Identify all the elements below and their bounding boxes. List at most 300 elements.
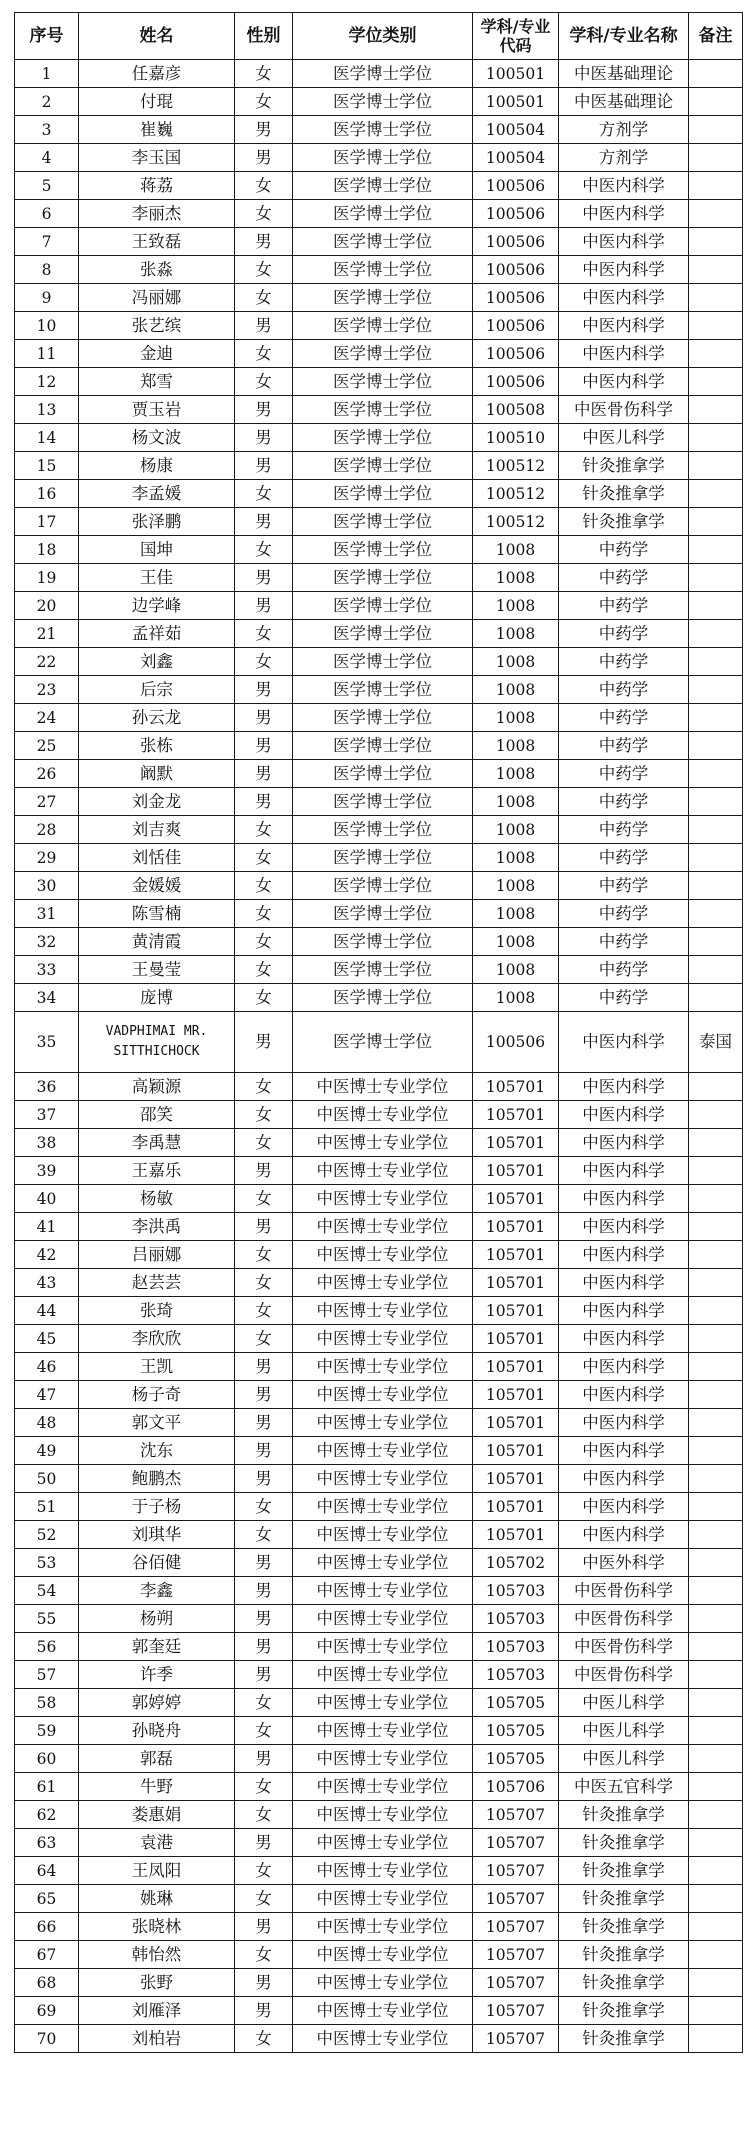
cell-index: 43 xyxy=(15,1269,79,1297)
cell-index: 22 xyxy=(15,648,79,676)
cell-subject-name: 中医内科学 xyxy=(559,256,689,284)
header-subject-code: 学科/专业代码 xyxy=(473,13,559,60)
cell-subject-code: 100504 xyxy=(473,116,559,144)
cell-subject-name: 针灸推拿学 xyxy=(559,1941,689,1969)
cell-index: 52 xyxy=(15,1521,79,1549)
cell-gender: 女 xyxy=(235,1493,293,1521)
cell-gender: 女 xyxy=(235,956,293,984)
cell-name: 刘柏岩 xyxy=(79,2025,235,2053)
cell-index: 60 xyxy=(15,1745,79,1773)
cell-remark xyxy=(689,396,743,424)
cell-gender: 男 xyxy=(235,564,293,592)
cell-gender: 男 xyxy=(235,1913,293,1941)
cell-gender: 男 xyxy=(235,1577,293,1605)
table-row xyxy=(15,368,743,396)
cell-degree-type: 医学博士学位 xyxy=(293,256,473,284)
cell-subject-code: 105701 xyxy=(473,1409,559,1437)
cell-subject-code: 105707 xyxy=(473,1801,559,1829)
cell-gender: 男 xyxy=(235,592,293,620)
cell-remark xyxy=(689,1969,743,1997)
cell-degree-type: 中医博士专业学位 xyxy=(293,1913,473,1941)
table-row xyxy=(15,1549,743,1577)
table-row xyxy=(15,480,743,508)
cell-name: 王凯 xyxy=(79,1353,235,1381)
cell-index: 40 xyxy=(15,1185,79,1213)
cell-subject-code: 105701 xyxy=(473,1269,559,1297)
table-row xyxy=(15,1745,743,1773)
cell-gender: 女 xyxy=(235,1241,293,1269)
cell-remark xyxy=(689,116,743,144)
cell-degree-type: 中医博士专业学位 xyxy=(293,1241,473,1269)
cell-degree-type: 医学博士学位 xyxy=(293,144,473,172)
cell-gender: 女 xyxy=(235,480,293,508)
cell-gender: 男 xyxy=(235,1605,293,1633)
cell-name: 李洪禹 xyxy=(79,1213,235,1241)
cell-remark xyxy=(689,480,743,508)
cell-subject-name: 中医骨伤科学 xyxy=(559,396,689,424)
cell-gender: 男 xyxy=(235,732,293,760)
header-row xyxy=(15,13,743,60)
cell-degree-type: 医学博士学位 xyxy=(293,284,473,312)
cell-degree-type: 中医博士专业学位 xyxy=(293,1773,473,1801)
cell-subject-code: 105707 xyxy=(473,1913,559,1941)
cell-remark xyxy=(689,2025,743,2053)
table-row xyxy=(15,1241,743,1269)
cell-name: 李禹慧 xyxy=(79,1129,235,1157)
cell-index: 1 xyxy=(15,60,79,88)
cell-subject-name: 中医内科学 xyxy=(559,228,689,256)
cell-subject-code: 1008 xyxy=(473,956,559,984)
cell-gender: 男 xyxy=(235,1381,293,1409)
table-row xyxy=(15,312,743,340)
cell-degree-type: 中医博士专业学位 xyxy=(293,1101,473,1129)
cell-index: 27 xyxy=(15,788,79,816)
cell-index: 10 xyxy=(15,312,79,340)
cell-subject-name: 中药学 xyxy=(559,760,689,788)
cell-degree-type: 中医博士专业学位 xyxy=(293,1745,473,1773)
cell-degree-type: 中医博士专业学位 xyxy=(293,1353,473,1381)
cell-degree-type: 中医博士专业学位 xyxy=(293,1409,473,1437)
cell-name: 杨子奇 xyxy=(79,1381,235,1409)
cell-name: 李鑫 xyxy=(79,1577,235,1605)
table-row xyxy=(15,1829,743,1857)
cell-subject-code: 1008 xyxy=(473,648,559,676)
cell-gender: 男 xyxy=(235,676,293,704)
cell-subject-code: 105705 xyxy=(473,1745,559,1773)
cell-subject-name: 中医骨伤科学 xyxy=(559,1605,689,1633)
table-row xyxy=(15,592,743,620)
cell-remark xyxy=(689,1269,743,1297)
cell-degree-type: 医学博士学位 xyxy=(293,312,473,340)
cell-subject-name: 中医内科学 xyxy=(559,340,689,368)
cell-index: 20 xyxy=(15,592,79,620)
cell-gender: 女 xyxy=(235,816,293,844)
cell-remark xyxy=(689,1689,743,1717)
cell-remark xyxy=(689,144,743,172)
cell-subject-code: 105705 xyxy=(473,1689,559,1717)
cell-subject-name: 针灸推拿学 xyxy=(559,480,689,508)
cell-remark xyxy=(689,1913,743,1941)
table-row xyxy=(15,452,743,480)
cell-index: 46 xyxy=(15,1353,79,1381)
table-row xyxy=(15,900,743,928)
cell-degree-type: 医学博士学位 xyxy=(293,452,473,480)
cell-subject-name: 中药学 xyxy=(559,956,689,984)
cell-remark: 泰国 xyxy=(689,1012,743,1073)
cell-remark xyxy=(689,536,743,564)
cell-subject-code: 100508 xyxy=(473,396,559,424)
cell-degree-type: 医学博士学位 xyxy=(293,872,473,900)
cell-subject-name: 中医内科学 xyxy=(559,1353,689,1381)
cell-name: 边学峰 xyxy=(79,592,235,620)
cell-gender: 男 xyxy=(235,1465,293,1493)
cell-remark xyxy=(689,928,743,956)
table-row xyxy=(15,620,743,648)
cell-degree-type: 医学博士学位 xyxy=(293,368,473,396)
cell-subject-code: 105707 xyxy=(473,1829,559,1857)
cell-index: 48 xyxy=(15,1409,79,1437)
cell-name: 张琦 xyxy=(79,1297,235,1325)
cell-subject-name: 中药学 xyxy=(559,704,689,732)
cell-degree-type: 中医博士专业学位 xyxy=(293,1549,473,1577)
cell-gender: 女 xyxy=(235,536,293,564)
cell-remark xyxy=(689,1101,743,1129)
header-subject-name: 学科/专业名称 xyxy=(559,13,689,60)
header-name: 姓名 xyxy=(79,13,235,60)
cell-remark xyxy=(689,872,743,900)
table-row xyxy=(15,1941,743,1969)
cell-subject-name: 中医内科学 xyxy=(559,1157,689,1185)
cell-gender: 女 xyxy=(235,1297,293,1325)
table-row xyxy=(15,676,743,704)
table-row xyxy=(15,816,743,844)
table-row xyxy=(15,1157,743,1185)
cell-subject-name: 针灸推拿学 xyxy=(559,1829,689,1857)
cell-name: 沈东 xyxy=(79,1437,235,1465)
table-row xyxy=(15,1185,743,1213)
cell-index: 45 xyxy=(15,1325,79,1353)
cell-name: 杨敏 xyxy=(79,1185,235,1213)
cell-degree-type: 中医博士专业学位 xyxy=(293,1213,473,1241)
cell-gender: 男 xyxy=(235,1829,293,1857)
cell-index: 26 xyxy=(15,760,79,788)
cell-index: 23 xyxy=(15,676,79,704)
table-row xyxy=(15,872,743,900)
cell-name: 刘吉爽 xyxy=(79,816,235,844)
cell-subject-name: 针灸推拿学 xyxy=(559,1969,689,1997)
table-row xyxy=(15,1913,743,1941)
cell-subject-name: 中医内科学 xyxy=(559,1409,689,1437)
cell-gender: 男 xyxy=(235,228,293,256)
cell-subject-code: 1008 xyxy=(473,928,559,956)
cell-subject-code: 100506 xyxy=(473,368,559,396)
cell-remark xyxy=(689,284,743,312)
cell-index: 56 xyxy=(15,1633,79,1661)
cell-subject-code: 105706 xyxy=(473,1773,559,1801)
cell-name: 郭婷婷 xyxy=(79,1689,235,1717)
cell-remark xyxy=(689,1465,743,1493)
cell-remark xyxy=(689,1073,743,1101)
cell-name: 黄清霞 xyxy=(79,928,235,956)
cell-index: 49 xyxy=(15,1437,79,1465)
cell-remark xyxy=(689,1185,743,1213)
cell-gender: 女 xyxy=(235,2025,293,2053)
cell-degree-type: 医学博士学位 xyxy=(293,536,473,564)
cell-index: 34 xyxy=(15,984,79,1012)
cell-name: 付琨 xyxy=(79,88,235,116)
table-row xyxy=(15,844,743,872)
cell-subject-name: 中医内科学 xyxy=(559,1129,689,1157)
cell-remark xyxy=(689,844,743,872)
cell-gender: 女 xyxy=(235,1073,293,1101)
cell-name: 张晓林 xyxy=(79,1913,235,1941)
cell-degree-type: 医学博士学位 xyxy=(293,340,473,368)
cell-gender: 女 xyxy=(235,844,293,872)
cell-degree-type: 医学博士学位 xyxy=(293,648,473,676)
table-row xyxy=(15,984,743,1012)
cell-degree-type: 中医博士专业学位 xyxy=(293,1857,473,1885)
cell-degree-type: 中医博士专业学位 xyxy=(293,1689,473,1717)
table-row xyxy=(15,1885,743,1913)
cell-index: 35 xyxy=(15,1012,79,1073)
cell-name: 国坤 xyxy=(79,536,235,564)
cell-subject-code: 1008 xyxy=(473,620,559,648)
cell-name: 刘金龙 xyxy=(79,788,235,816)
table-row xyxy=(15,200,743,228)
cell-degree-type: 医学博士学位 xyxy=(293,984,473,1012)
cell-remark xyxy=(689,704,743,732)
table-row xyxy=(15,340,743,368)
cell-gender: 男 xyxy=(235,312,293,340)
cell-name: 于子杨 xyxy=(79,1493,235,1521)
cell-degree-type: 中医博士专业学位 xyxy=(293,1269,473,1297)
cell-subject-code: 100506 xyxy=(473,228,559,256)
cell-subject-name: 中医内科学 xyxy=(559,1465,689,1493)
cell-subject-code: 1008 xyxy=(473,592,559,620)
cell-subject-name: 中医骨伤科学 xyxy=(559,1577,689,1605)
cell-gender: 男 xyxy=(235,1157,293,1185)
cell-gender: 男 xyxy=(235,1353,293,1381)
cell-degree-type: 医学博士学位 xyxy=(293,172,473,200)
cell-remark xyxy=(689,1353,743,1381)
cell-remark xyxy=(689,1717,743,1745)
table-row xyxy=(15,1605,743,1633)
cell-subject-code: 105701 xyxy=(473,1241,559,1269)
table-row xyxy=(15,536,743,564)
table-row xyxy=(15,1717,743,1745)
cell-subject-code: 1008 xyxy=(473,816,559,844)
cell-name: 邵笑 xyxy=(79,1101,235,1129)
cell-index: 19 xyxy=(15,564,79,592)
cell-gender: 女 xyxy=(235,872,293,900)
cell-gender: 女 xyxy=(235,256,293,284)
cell-name: 郭磊 xyxy=(79,1745,235,1773)
cell-subject-code: 1008 xyxy=(473,900,559,928)
cell-subject-name: 中医内科学 xyxy=(559,1185,689,1213)
cell-gender: 男 xyxy=(235,788,293,816)
cell-remark xyxy=(689,452,743,480)
cell-degree-type: 中医博士专业学位 xyxy=(293,1129,473,1157)
cell-degree-type: 中医博士专业学位 xyxy=(293,2025,473,2053)
cell-subject-name: 针灸推拿学 xyxy=(559,508,689,536)
cell-remark xyxy=(689,1549,743,1577)
cell-remark xyxy=(689,228,743,256)
cell-index: 39 xyxy=(15,1157,79,1185)
cell-name: 张泽鹏 xyxy=(79,508,235,536)
cell-gender: 女 xyxy=(235,1129,293,1157)
cell-name: 李孟媛 xyxy=(79,480,235,508)
cell-subject-code: 105701 xyxy=(473,1465,559,1493)
cell-subject-name: 方剂学 xyxy=(559,144,689,172)
table-row xyxy=(15,1577,743,1605)
graduate-list-table xyxy=(14,12,743,2053)
cell-index: 2 xyxy=(15,88,79,116)
table-row xyxy=(15,1325,743,1353)
table-header xyxy=(15,13,743,60)
cell-name: 刘鑫 xyxy=(79,648,235,676)
cell-subject-name: 中医骨伤科学 xyxy=(559,1661,689,1689)
cell-remark xyxy=(689,1157,743,1185)
cell-subject-name: 针灸推拿学 xyxy=(559,1801,689,1829)
cell-subject-code: 105703 xyxy=(473,1605,559,1633)
table-row xyxy=(15,88,743,116)
cell-name: 姚琳 xyxy=(79,1885,235,1913)
cell-subject-name: 中医内科学 xyxy=(559,1437,689,1465)
cell-subject-name: 中医内科学 xyxy=(559,1297,689,1325)
cell-name: 谷佰健 xyxy=(79,1549,235,1577)
cell-degree-type: 医学博士学位 xyxy=(293,480,473,508)
cell-subject-code: 100512 xyxy=(473,508,559,536)
cell-subject-name: 针灸推拿学 xyxy=(559,1885,689,1913)
cell-remark xyxy=(689,1773,743,1801)
cell-index: 9 xyxy=(15,284,79,312)
cell-gender: 男 xyxy=(235,1012,293,1073)
table-row xyxy=(15,788,743,816)
cell-index: 5 xyxy=(15,172,79,200)
table-row xyxy=(15,1353,743,1381)
cell-index: 44 xyxy=(15,1297,79,1325)
cell-gender: 女 xyxy=(235,928,293,956)
cell-index: 14 xyxy=(15,424,79,452)
table-row xyxy=(15,564,743,592)
cell-subject-code: 105707 xyxy=(473,2025,559,2053)
cell-remark xyxy=(689,564,743,592)
cell-subject-name: 中医内科学 xyxy=(559,1073,689,1101)
table-row xyxy=(15,116,743,144)
cell-subject-name: 中医内科学 xyxy=(559,172,689,200)
cell-index: 63 xyxy=(15,1829,79,1857)
cell-subject-code: 1008 xyxy=(473,536,559,564)
cell-subject-name: 中医内科学 xyxy=(559,284,689,312)
cell-subject-code: 105707 xyxy=(473,1885,559,1913)
cell-subject-code: 1008 xyxy=(473,788,559,816)
cell-degree-type: 医学博士学位 xyxy=(293,88,473,116)
cell-remark xyxy=(689,816,743,844)
cell-degree-type: 中医博士专业学位 xyxy=(293,1493,473,1521)
cell-remark xyxy=(689,172,743,200)
header-degree-type: 学位类别 xyxy=(293,13,473,60)
cell-index: 25 xyxy=(15,732,79,760)
cell-remark xyxy=(689,1885,743,1913)
cell-subject-name: 中医基础理论 xyxy=(559,60,689,88)
table-row xyxy=(15,1801,743,1829)
cell-subject-code: 100512 xyxy=(473,480,559,508)
header-remark: 备注 xyxy=(689,13,743,60)
cell-subject-code: 105703 xyxy=(473,1661,559,1689)
cell-remark xyxy=(689,312,743,340)
table-row xyxy=(15,424,743,452)
table-row xyxy=(15,1969,743,1997)
cell-remark xyxy=(689,1241,743,1269)
cell-remark xyxy=(689,956,743,984)
cell-gender: 女 xyxy=(235,88,293,116)
cell-name: 李玉国 xyxy=(79,144,235,172)
cell-subject-code: 100510 xyxy=(473,424,559,452)
cell-gender: 女 xyxy=(235,984,293,1012)
cell-subject-code: 105707 xyxy=(473,1857,559,1885)
cell-subject-name: 中药学 xyxy=(559,844,689,872)
cell-name: 蒋荔 xyxy=(79,172,235,200)
cell-name: 杨康 xyxy=(79,452,235,480)
table-row xyxy=(15,1437,743,1465)
cell-gender: 男 xyxy=(235,1213,293,1241)
cell-index: 32 xyxy=(15,928,79,956)
cell-name: 孙晓舟 xyxy=(79,1717,235,1745)
cell-subject-code: 1008 xyxy=(473,704,559,732)
cell-subject-code: 105701 xyxy=(473,1073,559,1101)
table-row xyxy=(15,1689,743,1717)
cell-subject-code: 105701 xyxy=(473,1521,559,1549)
cell-index: 41 xyxy=(15,1213,79,1241)
cell-index: 38 xyxy=(15,1129,79,1157)
cell-degree-type: 医学博士学位 xyxy=(293,844,473,872)
cell-degree-type: 医学博士学位 xyxy=(293,116,473,144)
cell-degree-type: 中医博士专业学位 xyxy=(293,1633,473,1661)
cell-name: 杨文波 xyxy=(79,424,235,452)
cell-degree-type: 中医博士专业学位 xyxy=(293,1661,473,1689)
cell-gender: 男 xyxy=(235,396,293,424)
cell-subject-name: 中医内科学 xyxy=(559,1325,689,1353)
cell-gender: 男 xyxy=(235,452,293,480)
cell-gender: 男 xyxy=(235,116,293,144)
cell-degree-type: 医学博士学位 xyxy=(293,760,473,788)
cell-index: 64 xyxy=(15,1857,79,1885)
cell-subject-name: 中医内科学 xyxy=(559,1269,689,1297)
cell-degree-type: 医学博士学位 xyxy=(293,592,473,620)
cell-name: 杨朔 xyxy=(79,1605,235,1633)
cell-remark xyxy=(689,1577,743,1605)
cell-subject-name: 针灸推拿学 xyxy=(559,1913,689,1941)
cell-gender: 女 xyxy=(235,1325,293,1353)
table-row xyxy=(15,1012,743,1073)
cell-name: 孟祥茹 xyxy=(79,620,235,648)
cell-subject-name: 中药学 xyxy=(559,620,689,648)
cell-subject-code: 105701 xyxy=(473,1353,559,1381)
cell-index: 8 xyxy=(15,256,79,284)
cell-index: 3 xyxy=(15,116,79,144)
cell-index: 65 xyxy=(15,1885,79,1913)
cell-degree-type: 中医博士专业学位 xyxy=(293,1521,473,1549)
cell-name: 冯丽娜 xyxy=(79,284,235,312)
header-index: 序号 xyxy=(15,13,79,60)
cell-subject-name: 中医内科学 xyxy=(559,1012,689,1073)
cell-degree-type: 中医博士专业学位 xyxy=(293,1997,473,2025)
table-row xyxy=(15,732,743,760)
cell-subject-code: 100512 xyxy=(473,452,559,480)
cell-subject-code: 1008 xyxy=(473,984,559,1012)
cell-name: 贾玉岩 xyxy=(79,396,235,424)
cell-gender: 男 xyxy=(235,1997,293,2025)
